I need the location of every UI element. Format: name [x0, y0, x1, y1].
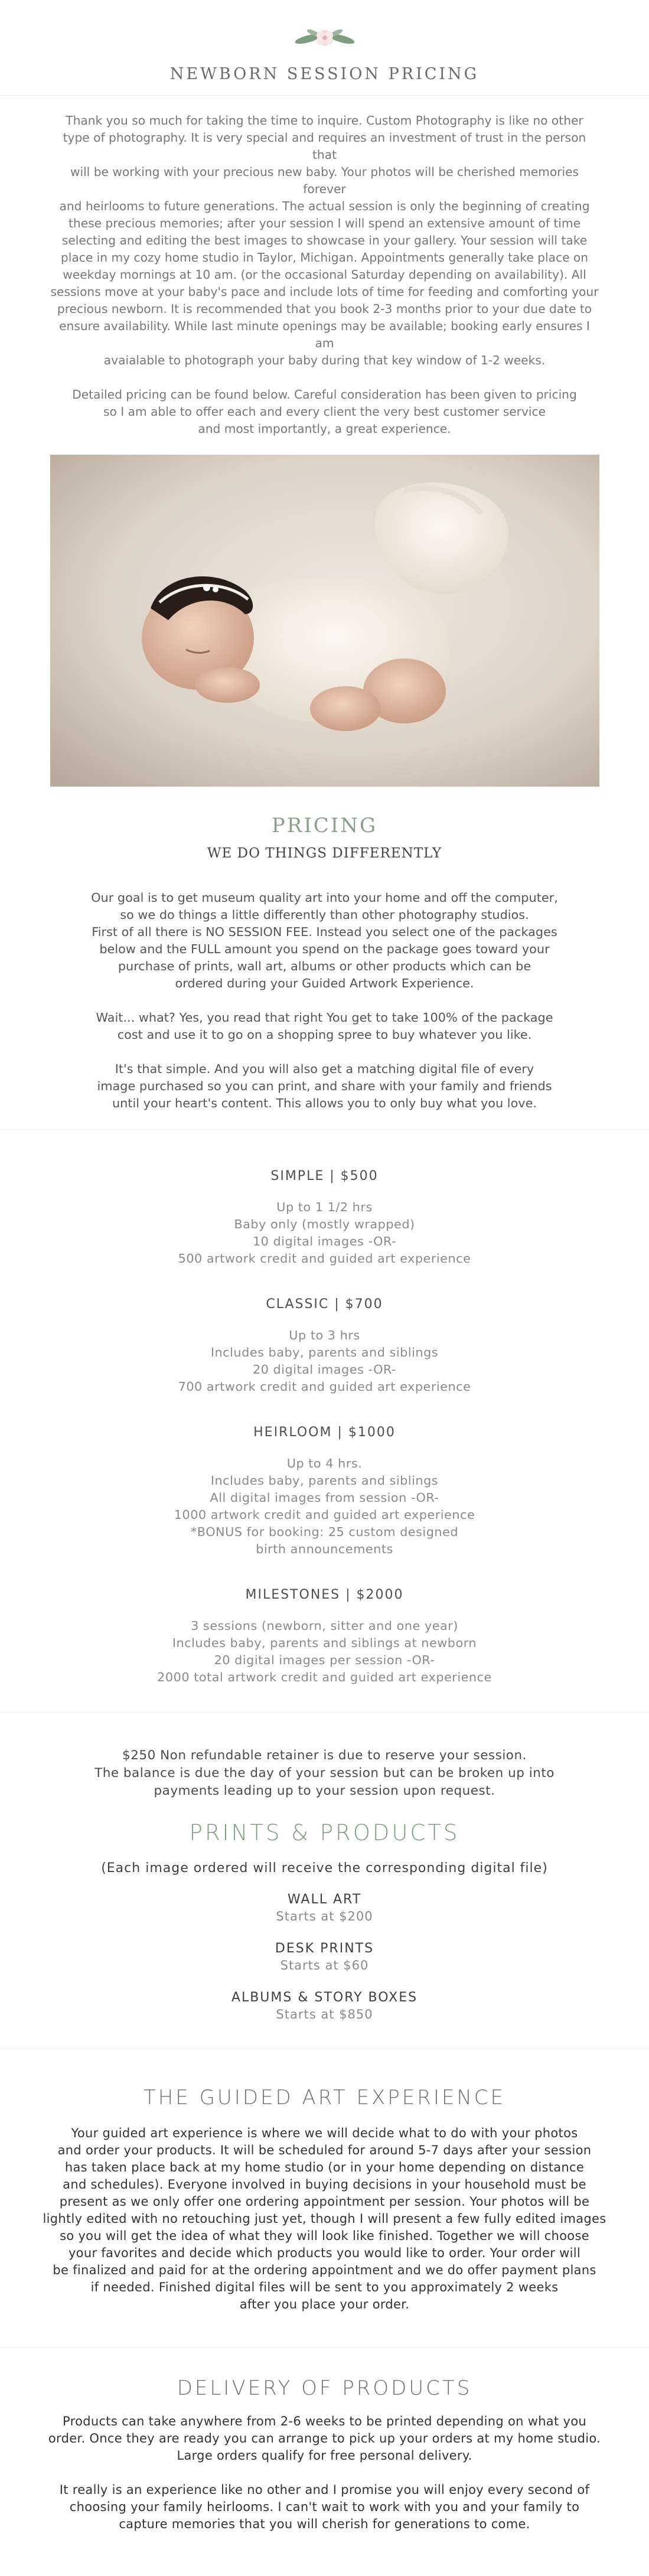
pricing-paragraph-1 [47, 889, 602, 992]
prints-list [0, 1892, 649, 2021]
pricing-line: until your heart's content. This allows you to only buy what you love. [112, 1096, 537, 1110]
package-detail: Includes baby, parents and siblings [210, 1345, 439, 1359]
intro-line: sessions move at your baby's pace and include lots of time for feeding and comforting your [50, 285, 599, 299]
delivery-text [0, 2413, 649, 2533]
pricing-line: so we do things a little differently than other photography studios. [120, 908, 529, 922]
delivery-paragraph-1 [0, 2413, 649, 2464]
intro-line: Detailed pricing can be found below. Careful consideration has been given to pricing [72, 387, 577, 402]
pricing-paragraph-3 [47, 1061, 602, 1112]
package-title: HEIRLOOM | $1000 [253, 1425, 396, 1440]
retainer-line: The balance is due the day of your session but can be broken up into [94, 1766, 555, 1781]
pricing-line: First of all there is NO SESSION FEE. Instead you select one of the packages [92, 925, 557, 939]
pricing-text [47, 889, 602, 1112]
package-detail: Up to 4 hrs. [286, 1456, 363, 1470]
package-detail: birth announcements [256, 1542, 393, 1556]
guided-title: THE GUIDED ART EXPERIENCE [143, 2086, 506, 2109]
package-block [59, 1169, 591, 1297]
product-price: Starts at $60 [280, 1958, 369, 1972]
package-detail: 3 sessions (newborn, sitter and one year) [191, 1619, 458, 1633]
pricing-line: cost and use it to go on a shopping spree to buy whatever you like. [117, 1028, 532, 1042]
guided-line: has taken place back at my home studio (or in your home depending on distance [64, 2160, 585, 2174]
package-detail: All digital images from session -OR- [210, 1491, 439, 1505]
intro-line: Thank you so much for taking the time to inquire. Custom Photography is like no other [66, 113, 583, 128]
pricing-line: ordered during your Guided Artwork Experience. [175, 976, 474, 990]
intro-line: these precious memories; after your session I will spend an extensive amount of time [69, 216, 580, 230]
delivery-line: order. Once they are ready you can arrange to pick up your orders at my home studio. [48, 2431, 601, 2445]
guided-line: so you will get the idea of what they will look like finished. Together we will choose [60, 2229, 589, 2243]
flower-logo-icon [290, 26, 360, 50]
package-detail: *BONUS for booking: 25 custom designed [190, 1525, 459, 1539]
package-detail: Includes baby, parents and siblings [210, 1473, 439, 1488]
pricing-subtitle: WE DO THINGS DIFFERENTLY [207, 846, 442, 861]
delivery-line: choosing your family heirlooms. I can't wait to work with you and your family to [69, 2500, 580, 2514]
delivery-line: capture memories that you will cherish for generations to come. [119, 2517, 530, 2531]
delivery-line: Large orders qualify for free personal delivery. [177, 2448, 472, 2463]
guided-line: and schedules). Everyone involved in buying decisions in your household must be [63, 2177, 586, 2192]
intro-line: precious newborn. It is recommended that you book 2-3 months prior to your due date to [57, 302, 592, 316]
product-name: DESK PRINTS [275, 1941, 374, 1956]
guided-line: be finalized and paid for at the ordering appointment and we do offer payment plans [53, 2263, 596, 2277]
pricing-line: It's that simple. And you will also get a matching digital file of every [115, 1062, 534, 1076]
package-block [59, 1425, 591, 1587]
package-detail: 20 digital images -OR- [252, 1362, 397, 1377]
intro-line: and heirlooms to future generations. The actual session is only the beginning of creating [59, 199, 590, 213]
guided-line: after you place your order. [239, 2297, 410, 2311]
delivery-line: It really is an experience like no other and I promise you will enjoy every second of [59, 2483, 590, 2497]
intro-line: ensure availability. While last minute openings may be available; booking early ensures I am [59, 319, 590, 350]
intro-text [50, 112, 599, 438]
prints-note: (Each image ordered will receive the corresponding digital file) [101, 1861, 548, 1876]
pricing-line: Wait... what? Yes, you read that right You get to take 100% of the package [96, 1010, 553, 1025]
package-detail: 20 digital images per session -OR- [214, 1653, 435, 1667]
delivery-paragraph-2 [0, 2482, 649, 2533]
guided-line: lightly edited with no retouching just yet, though I will present a few fully edited images [43, 2212, 606, 2226]
package-detail: Includes baby, parents and siblings at newborn [172, 1636, 477, 1650]
guided-line: Your guided art experience is where we will decide what to do with your photos [71, 2126, 578, 2140]
package-detail: 1000 artwork credit and guided art experience [174, 1508, 475, 1522]
intro-paragraph-1 [50, 112, 599, 369]
package-detail: Up to 1 1/2 hrs [276, 1200, 373, 1214]
pricing-line: below and the FULL amount you spend on the package goes toward your [99, 942, 550, 956]
package-detail: Baby only (mostly wrapped) [234, 1217, 415, 1231]
package-detail: Up to 3 hrs [289, 1328, 360, 1342]
product-price: Starts at $850 [276, 2007, 373, 2021]
intro-line: type of photography. It is very special and requires an investment of trust in the person that [63, 131, 586, 162]
intro-line: so I am able to offer each and every client the very best customer service [103, 405, 546, 419]
divider [0, 95, 649, 96]
page [0, 26, 649, 2572]
page-title: NEWBORN SESSION PRICING [169, 65, 480, 83]
package-detail: 10 digital images -OR- [252, 1234, 397, 1248]
product-name: ALBUMS & STORY BOXES [231, 1990, 418, 2005]
package-detail: 500 artwork credit and guided art experience [178, 1251, 471, 1266]
intro-line: weekday mornings at 10 am. (or the occasional Saturday depending on availability). All [63, 268, 586, 282]
package-detail: 700 artwork credit and guided art experience [178, 1380, 471, 1394]
intro-line: and most importantly, a great experience. [198, 422, 451, 436]
retainer-line: $250 Non refundable retainer is due to reserve your session. [122, 1748, 527, 1763]
guided-line: and order your products. It will be scheduled for around 5-7 days after your session [57, 2143, 592, 2157]
pricing-title: PRICING [271, 814, 378, 837]
retainer-text [0, 1747, 649, 1800]
package-list [59, 1169, 591, 1686]
delivery-title: DELIVERY OF PRODUCTS [177, 2376, 472, 2400]
intro-line: selecting and editing the best images to showcase in your gallery. Your session will take [61, 233, 588, 247]
intro-line: avaialable to photograph your baby during that key window of 1-2 weeks. [103, 353, 546, 367]
pricing-line: image purchased so you can print, and share with your family and friends [97, 1079, 552, 1093]
guided-line: if needed. Finished digital files will be sent to you approximately 2 weeks [90, 2280, 559, 2294]
product-name: WALL ART [287, 1892, 362, 1907]
package-title: MILESTONES | $2000 [245, 1587, 404, 1602]
retainer-line: payments leading up to your session upon request. [154, 1783, 495, 1798]
package-block [59, 1297, 591, 1425]
sleeping-newborn-photo [50, 455, 599, 787]
intro-paragraph-2 [50, 386, 599, 438]
guided-text [0, 2125, 649, 2313]
product-price: Starts at $200 [276, 1909, 373, 1923]
pricing-line: Our goal is to get museum quality art into your home and off the computer, [91, 891, 558, 905]
pricing-line: purchase of prints, wall art, albums or other products which can be [118, 959, 531, 973]
package-title: SIMPLE | $500 [270, 1169, 379, 1183]
package-title: CLASSIC | $700 [266, 1297, 383, 1312]
guided-line: your favorites and decide which products you would like to order. Your order will [68, 2246, 581, 2260]
package-block [59, 1587, 591, 1686]
prints-title: PRINTS & PRODUCTS [189, 1820, 460, 1845]
package-detail: 2000 total artwork credit and guided art experience [157, 1670, 492, 1684]
guided-line: present as we only offer one ordering appointment per session. Your photos will be [59, 2195, 590, 2209]
intro-line: will be working with your precious new baby. Your photos will be cherished memories forever [70, 165, 579, 196]
pricing-paragraph-2 [47, 1009, 602, 1044]
delivery-line: Products can take anywhere from 2-6 weeks to be printed depending on what you [63, 2414, 586, 2428]
intro-line: place in my cozy home studio in Taylor, Michigan. Appointments generally take place on [60, 250, 589, 265]
